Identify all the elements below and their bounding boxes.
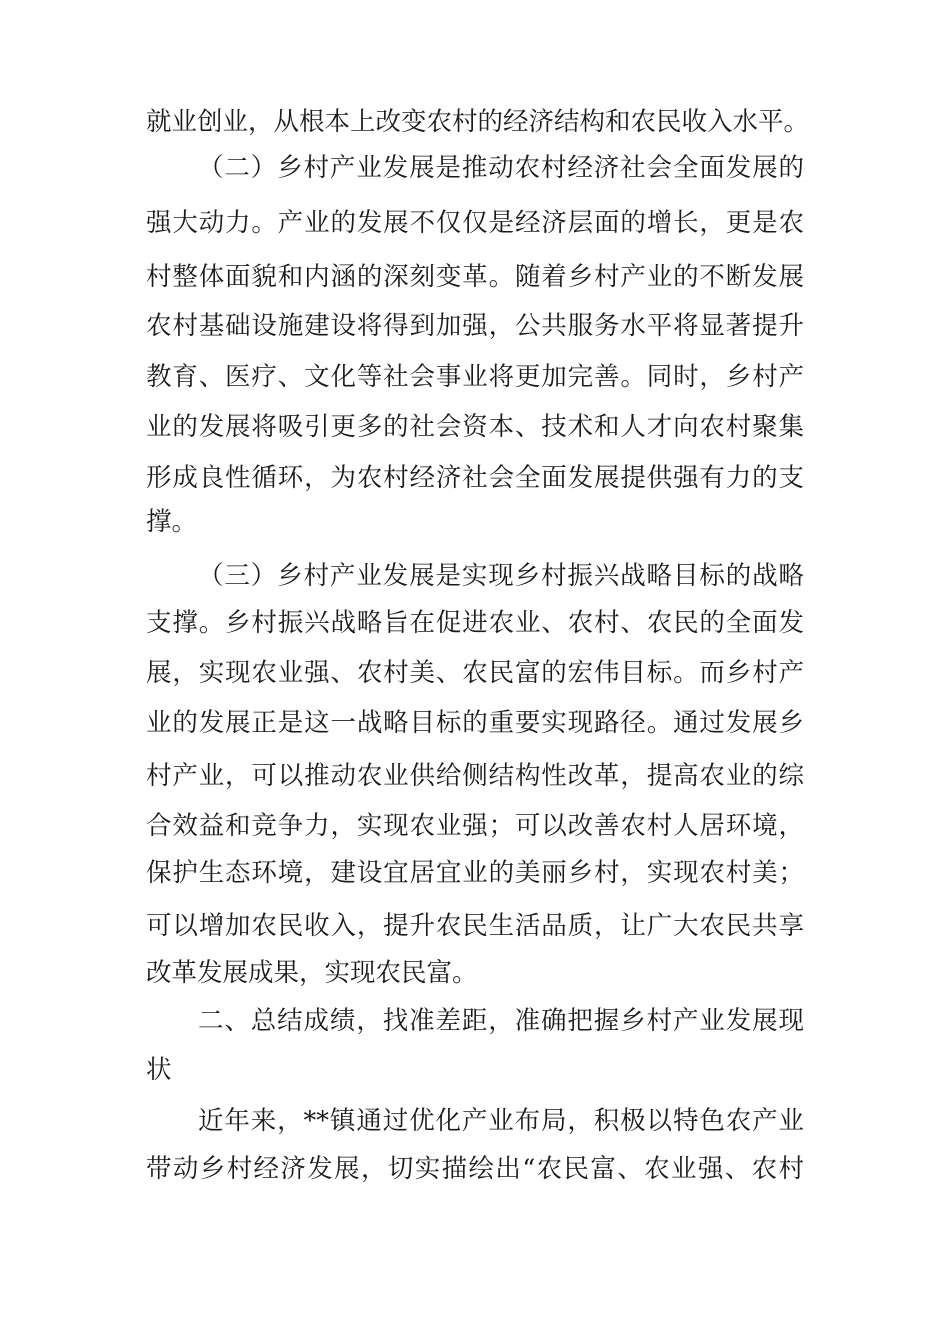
text-line [0, 843, 950, 903]
text-line-content: 就业创业，从根本上改变农村的经济结构和农民收入水平。 [146, 107, 810, 137]
text-line-content: 业的发展正是这一战略目标的重要实现路径。通过发展乡 [146, 708, 804, 738]
text-line-content: 改革发展成果，实现农民富。 [146, 958, 478, 988]
text-line-content: 合效益和竞争力，实现农业强；可以改善农村人居环境， [146, 811, 804, 841]
text-line-content: 展，实现农业强、农村美、农民富的宏伟目标。而乡村产 [146, 658, 804, 688]
text-line-content: 带动乡村经济发展，切实描绘出“农民富、农业强、农村 [146, 1154, 804, 1184]
text-line-content: 形成良性循环，为农村经济社会全面发展提供强有力的支 [146, 463, 804, 493]
text-line-content: 村产业，可以推动农业供给侧结构性改革，提高农业的综 [146, 761, 804, 791]
text-line-content: 农村基础设施建设将得到加强，公共服务水平将显著提升 [146, 311, 804, 341]
text-line-content: 支撑。乡村振兴战略旨在促进农业、农村、农民的全面发 [146, 608, 804, 638]
text-line-content: 可以增加农民收入，提升农民生活品质，让广大农民共享 [146, 911, 804, 941]
text-line-content: 业的发展将吸引更多的社会资本、技术和人才向农村聚集 [146, 412, 804, 442]
text-line [0, 138, 950, 198]
text-line-content: 保护生态环境，建设宜居宜业的美丽乡村，实现农村美； [146, 858, 804, 888]
text-line-content: 二、总结成绩，找准差距，准确把握乡村产业发展现 [198, 1006, 804, 1036]
text-line-content: 强大动力。产业的发展不仅仅是经济层面的增长，更是农 [146, 208, 804, 238]
text-line-content: （二）乡村产业发展是推动农村经济社会全面发展的 [198, 153, 804, 183]
text-line [0, 492, 950, 552]
text-line [0, 193, 950, 253]
text-line-content: 近年来，**镇通过优化产业布局，积极以特色农产业 [198, 1106, 804, 1136]
text-line-content: 撑。 [146, 507, 198, 537]
text-line [0, 693, 950, 753]
text-line-content: 状 [146, 1055, 172, 1085]
text-line [0, 1139, 950, 1199]
text-line-content: 村整体面貌和内涵的深刻变革。随着乡村产业的不断发展 [146, 262, 804, 292]
text-line-content: 教育、医疗、文化等社会事业将更加完善。同时，乡村产 [146, 362, 804, 392]
text-line-content: （三）乡村产业发展是实现乡村振兴战略目标的战略 [198, 561, 804, 591]
